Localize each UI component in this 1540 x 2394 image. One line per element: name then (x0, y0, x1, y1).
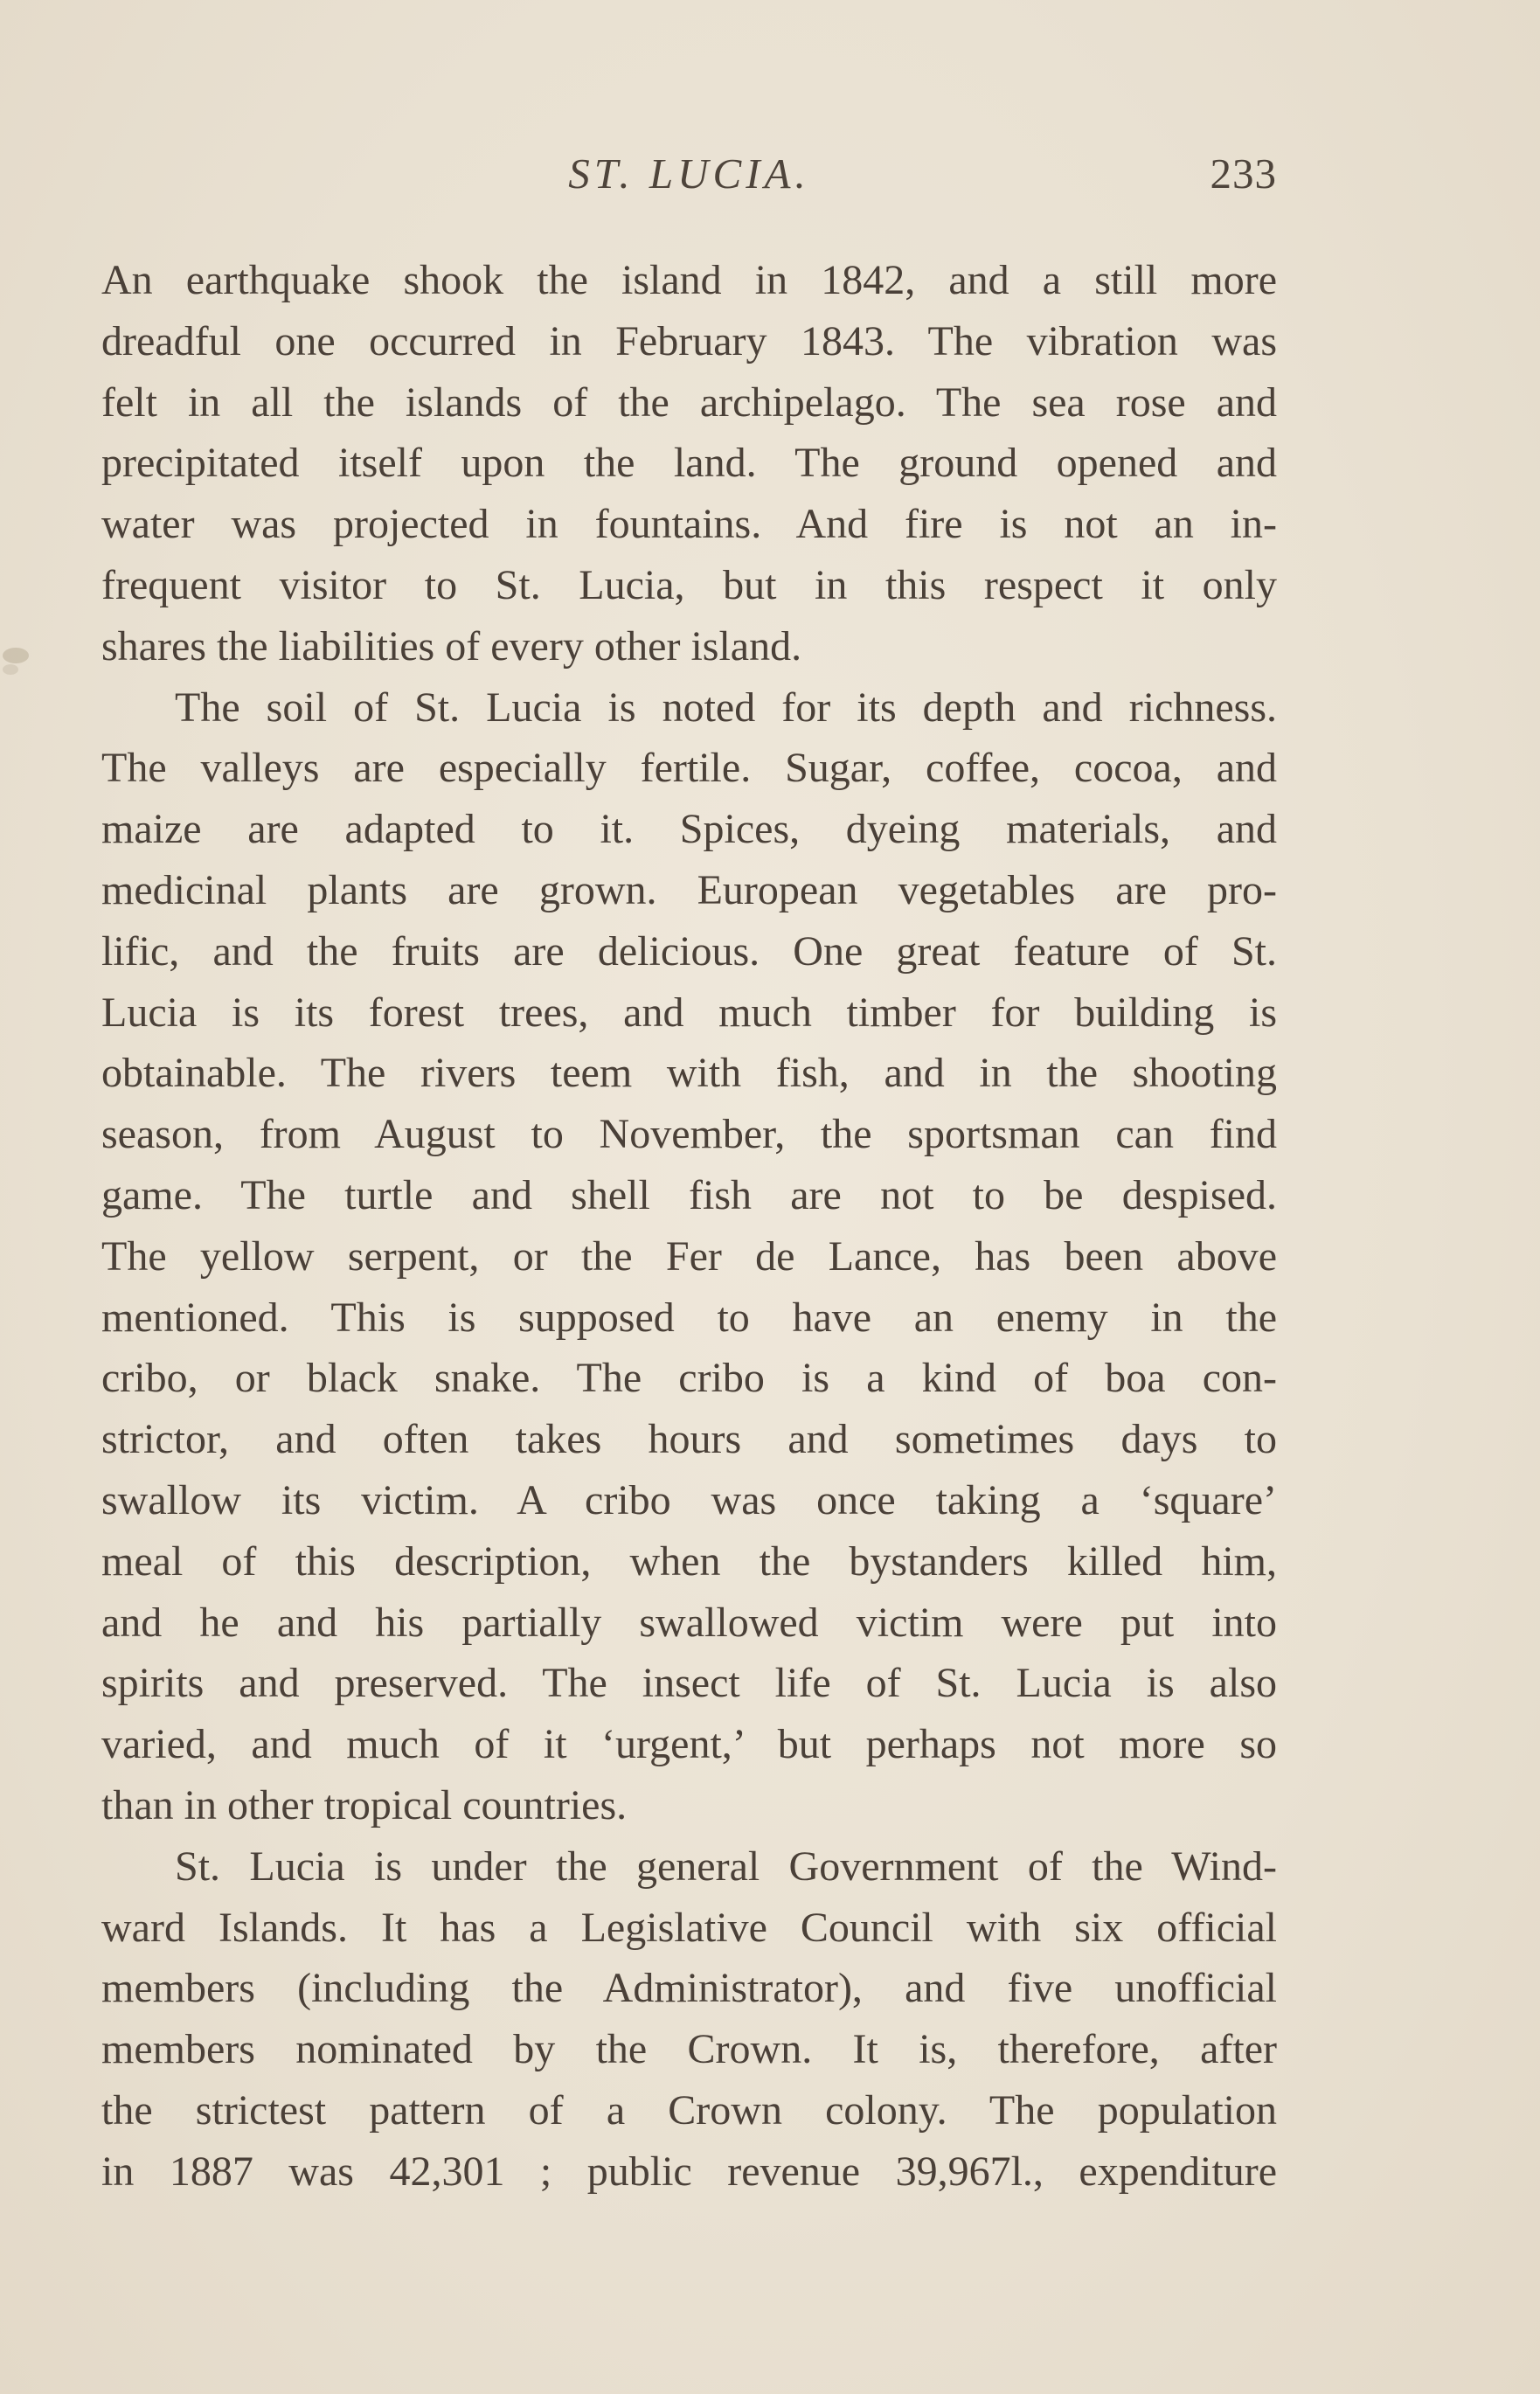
text-line: in 1887 was 42,301 ; public revenue 39,967l., expenditure (101, 2148, 1277, 2195)
text-line: than in other tropical countries. (101, 1781, 628, 1828)
text-line: Lucia is its forest trees, and much timber for building is (101, 989, 1277, 1036)
text-line: varied, and much of it ‘urgent,’ but perhaps not more so (101, 1721, 1277, 1768)
text-line: obtainable. The rivers teem with fish, and in the shooting (101, 1050, 1277, 1097)
text-line: cribo, or black snake. The cribo is a kind of boa con- (101, 1355, 1277, 1402)
text-line: lific, and the fruits are delicious. One great feature of St. (101, 927, 1277, 975)
text-line: frequent visitor to St. Lucia, but in this respect it only (101, 561, 1277, 608)
text-line: The yellow serpent, or the Fer de Lance, has been above (101, 1232, 1277, 1280)
text-line: the strictest pattern of a Crown colony. The population (101, 2086, 1277, 2134)
text-line: felt in all the islands of the archipelago. The sea rose and (101, 378, 1277, 426)
running-head (101, 149, 1277, 219)
text-line: meal of this description, when the bystanders killed him, (101, 1537, 1277, 1585)
text-line: spirits and preserved. The insect life of St. Lucia is also (101, 1660, 1277, 1707)
text-line: St. Lucia is under the general Government of the Wind- (175, 1842, 1277, 1890)
text-line: strictor, and often takes hours and sometimes days to (101, 1416, 1277, 1463)
text-line: dreadful one occurred in February 1843. The vibration was (101, 317, 1277, 364)
text-line: and he and his partially swallowed victim were put into (101, 1599, 1277, 1646)
text-line: medicinal plants are grown. European vegetables are pro- (101, 866, 1277, 913)
margin-smudge (0, 629, 33, 690)
text-line: shares the liabilities of every other island. (101, 622, 802, 670)
text-line: swallow its victim. A cribo was once taking a ‘square’ (101, 1476, 1277, 1523)
text-line: game. The turtle and shell fish are not to be despised. (101, 1171, 1277, 1218)
text-line: ward Islands. It has a Legislative Council with six official (101, 1904, 1277, 1951)
text-line: water was projected in fountains. And fire is not an in- (101, 501, 1277, 548)
text-line: season, from August to November, the sportsman can find (101, 1111, 1277, 1158)
text-line: The soil of St. Lucia is noted for its depth and richness. (175, 684, 1277, 731)
text-line: The valleys are especially fertile. Sugar, coffee, cocoa, and (101, 745, 1277, 792)
body-text (101, 250, 1277, 2203)
text-line: maize are adapted to it. Spices, dyeing materials, and (101, 806, 1277, 853)
text-line: An earthquake shook the island in 1842, and a still more (101, 257, 1277, 303)
text-line: precipitated itself upon the land. The ground opened and (101, 440, 1277, 487)
text-line: members nominated by the Crown. It is, therefore, after (101, 2026, 1277, 2073)
page-number: 233 (1210, 149, 1277, 198)
text-line: mentioned. This is supposed to have an enemy in the (101, 1294, 1277, 1341)
page-title: ST. LUCIA. (568, 149, 810, 198)
text-line: members (including the Administrator), and five unofficial (101, 1965, 1277, 2012)
